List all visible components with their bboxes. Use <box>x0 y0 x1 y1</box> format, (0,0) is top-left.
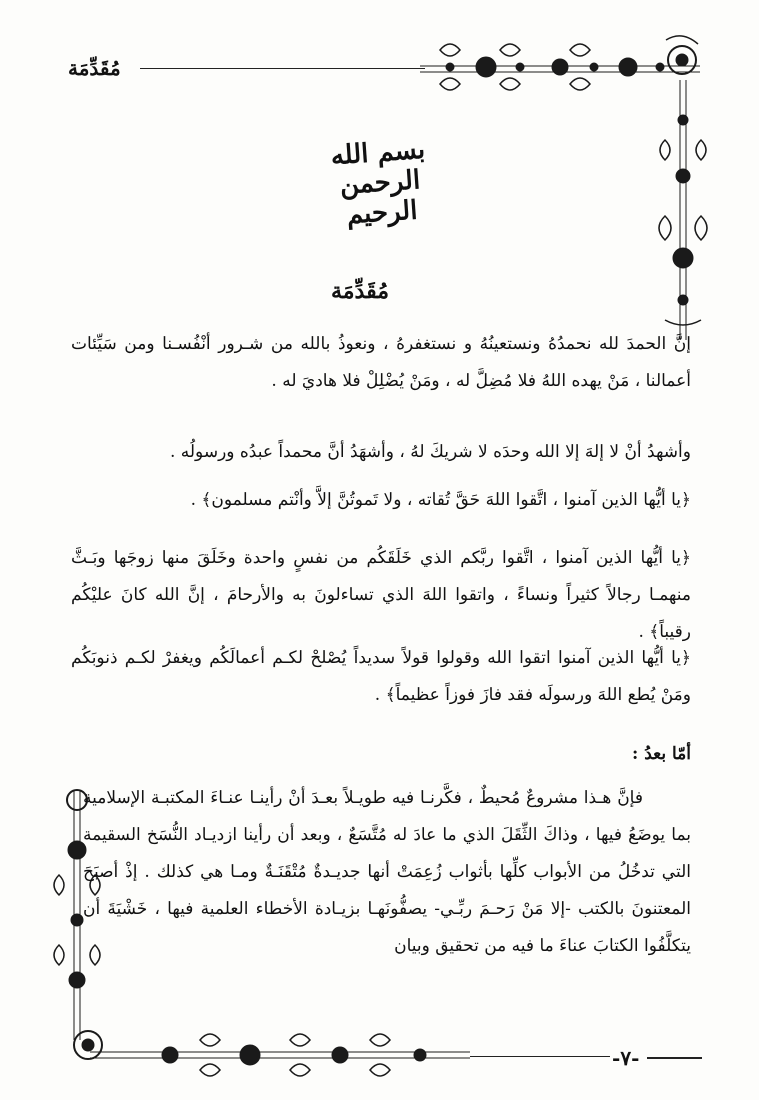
basmala-calligraphy: بسم الله الرحمن الرحيم <box>329 134 427 231</box>
paragraph-testimony: وأشهدُ أنْ لا إلهَ إلا الله وحدَه لا شريكَ لهُ ، وأشهَدُ أنَّ محمداً عبدُه ورسولُه . <box>169 442 691 462</box>
paragraph-verse-3: ﴿يا أيُّها الذين آمنوا اتقوا الله وقولوا قولاً سديداً يُصْلحْ لكـم أعمالَكُم ويغفرْ لكـم ذنوبَكُم ومَنْ يُطع اللهَ ورسولَه فقد فازَ فوزاً عظيماً﴾ . <box>71 648 691 705</box>
paragraph-project-intro: فإنَّ هـذا مشروعٌ مُحيطٌ ، فكَّرنـا فيه طويـلاً بعـدَ أنْ رأينـا عنـاءَ المكتبـة الإسلامية بما يوضَعُ فيها ، وذاكَ الثِّقَلَ الذي ما عادَ له مُتَّسَعٌ ، وبعد أن رأينا ازديـاد النُّسَخ السقيمة التي تدخُلُ من الأبواب كلِّها بأثواب زُعِمَتْ أنها جديـدةٌ مُتْقَنَـةٌ ومـا هي كذلك . إذْ أصبَحَ المعتنونَ بالكتب -إلا مَنْ رَحـمَ ربِّـي- يصفُّونَهـا بزيـادة الأخطاء العلمية فيها ، خَشْيَةَ أن يتكلَّفُوا الكتابَ عناءَ ما فيه من تحقيق وبيان <box>83 788 691 956</box>
right-side-floral-ornament <box>659 80 707 340</box>
running-header-label: مُقَدِّمَة <box>68 56 121 80</box>
header-rule <box>140 68 425 69</box>
paragraph-amma-bad: أمّا بعدُ : <box>632 744 691 764</box>
paragraph-verse-1: ﴿يا أيُّها الذين آمنوا ، اتَّقوا اللهَ حَقَّ تُقاته ، ولا تَموتُنَّ إلاَّ وأنْتم مسلمون﴾ . <box>190 490 691 510</box>
page-number-row <box>612 1046 702 1070</box>
paragraph-opening-praise: إنَّ الحمدَ لله نحمدُهُ ونستعينُهُ و نستغفرهُ ، ونعوذُ بالله من شـرور أنْفُسـنا ومن سَيِّئات أعمالنا ، مَنْ يهده اللهُ فلا مُضِلَّ له ، ومَنْ يُضْلِلْ فلا هاديَ له . <box>71 334 691 391</box>
footer-rule <box>470 1056 610 1057</box>
paragraph-verse-2: ﴿يا أيُّها الذين آمنوا ، اتَّقوا ربَّكم الذي خَلَقَكُم من نفسٍ واحدة وخَلَقَ منها زوجَها وبَـثَّ منهمـا رجالاً كثيراً ونساءً ، واتقوا اللهَ الذي تساءلونَ به والأرحامَ ، إنَّ الله كانَ عليْكُم رقيباً﴾ . <box>71 548 691 642</box>
section-title: مُقَدِّمَة <box>330 278 390 304</box>
page-number-rule <box>647 1057 702 1059</box>
top-right-floral-ornament <box>420 36 700 90</box>
page-number: -٧- <box>612 1046 640 1070</box>
